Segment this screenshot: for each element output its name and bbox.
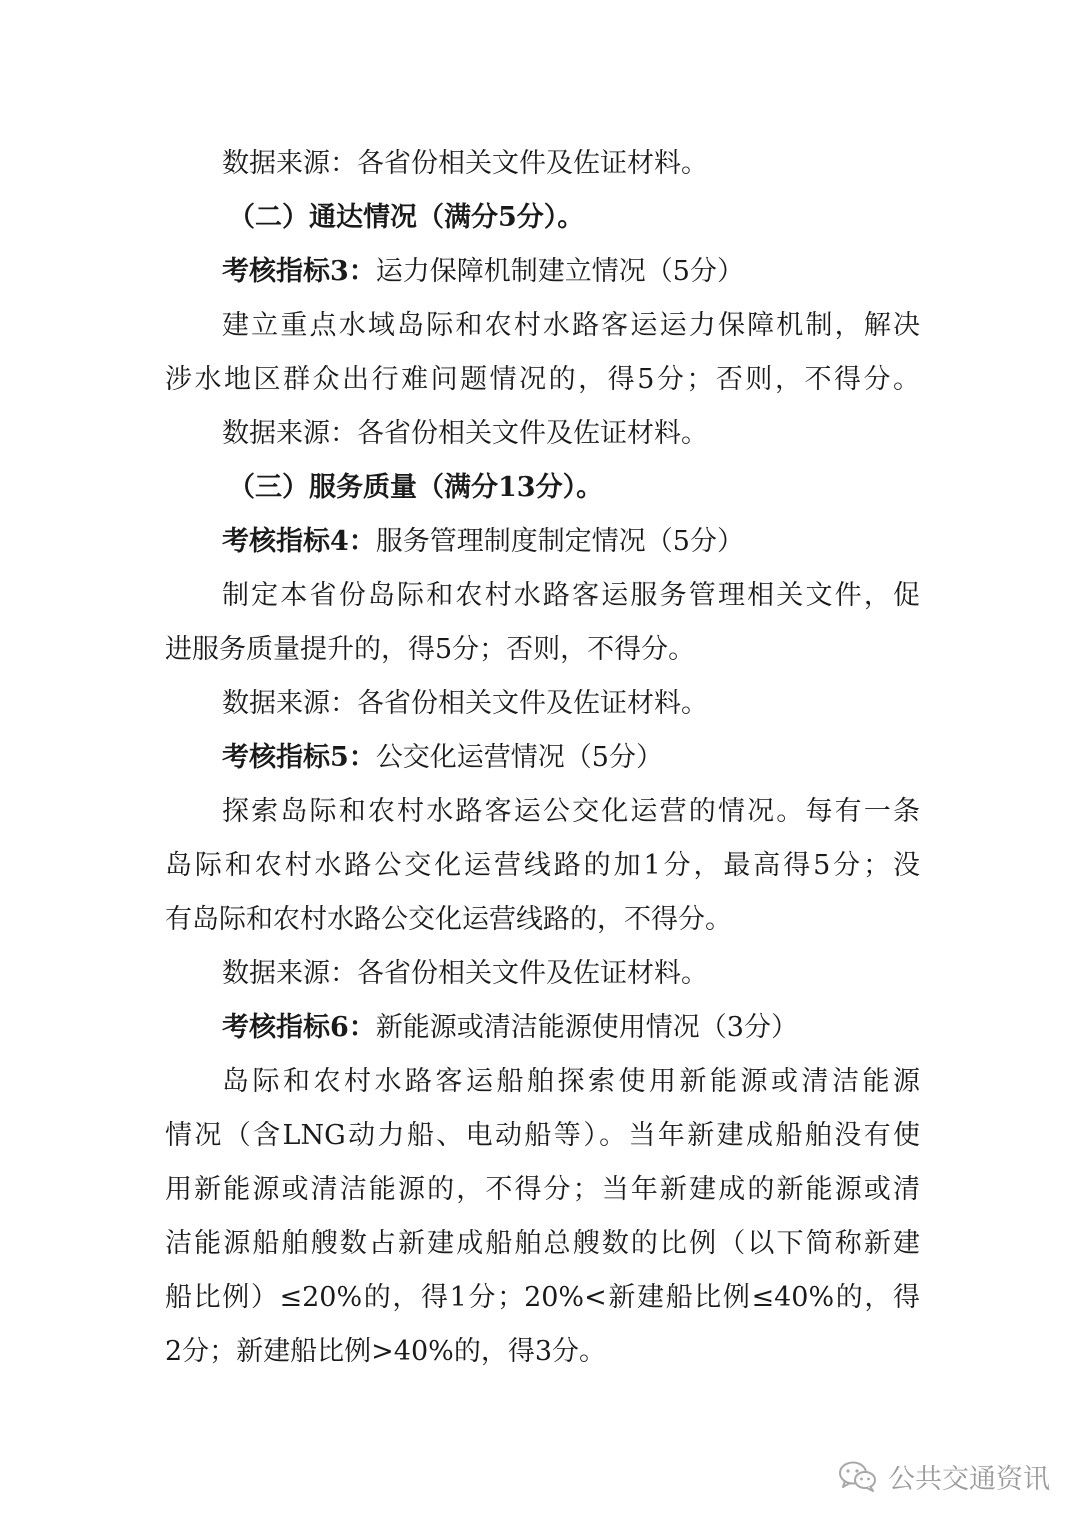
data-source-line: 数据来源：各省份相关文件及佐证材料。 — [222, 148, 708, 179]
paragraph-line: 涉水地区群众出行难问题情况的，得5分；否则，不得分。 — [165, 364, 920, 395]
data-source-line: 数据来源：各省份相关文件及佐证材料。 — [222, 958, 708, 989]
paragraph-line: 情况（含LNG动力船、电动船等）。当年新建成船舶没有使 — [165, 1120, 920, 1151]
paragraph-line: 岛际和农村水路客运船舶探索使用新能源或清洁能源 — [222, 1066, 920, 1097]
section-heading-3: （三）服务质量（满分13分）。 — [228, 472, 604, 503]
paragraph-line: 有岛际和农村水路公交化运营线路的，不得分。 — [165, 904, 732, 935]
paragraph-line: 2分；新建船比例>40%的，得3分。 — [165, 1336, 606, 1367]
paragraph-line: 探索岛际和农村水路客运公交化运营的情况。每有一条 — [222, 796, 920, 827]
data-source-line: 数据来源：各省份相关文件及佐证材料。 — [222, 688, 708, 719]
section-heading-2: （二）通达情况（满分5分）。 — [228, 202, 585, 233]
indicator-6-title: 新能源或清洁能源使用情况（3分） — [375, 1012, 798, 1043]
paragraph-line: 用新能源或清洁能源的，不得分；当年新建成的新能源或清 — [165, 1174, 920, 1205]
paragraph-line: 制定本省份岛际和农村水路客运服务管理相关文件，促 — [222, 580, 920, 611]
indicator-5-label: 考核指标5： — [222, 742, 376, 773]
indicator-4-title: 服务管理制度制定情况（5分） — [375, 526, 744, 557]
indicator-3-title: 运力保障机制建立情况（5分） — [375, 256, 744, 287]
indicator-5-line — [222, 740, 920, 776]
paragraph-line: 岛际和农村水路公交化运营线路的加1分，最高得5分；没 — [165, 850, 920, 881]
indicator-3-line — [222, 254, 920, 290]
data-source-line: 数据来源：各省份相关文件及佐证材料。 — [222, 418, 708, 449]
indicator-4-line — [222, 524, 920, 560]
watermark-text: 公共交通资讯 — [888, 1463, 1050, 1495]
watermark — [838, 1456, 1050, 1496]
indicator-6-label: 考核指标6： — [222, 1012, 376, 1043]
indicator-5-title: 公交化运营情况（5分） — [375, 742, 663, 773]
indicator-4-label: 考核指标4： — [222, 526, 376, 557]
wechat-icon — [838, 1460, 878, 1492]
paragraph-line: 进服务质量提升的，得5分；否则，不得分。 — [165, 634, 696, 665]
indicator-3-label: 考核指标3： — [222, 256, 376, 287]
paragraph-line: 船比例）≤20%的，得1分；20%<新建船比例≤40%的，得 — [165, 1282, 920, 1313]
indicator-6-line — [222, 1010, 920, 1046]
paragraph-line: 建立重点水域岛际和农村水路客运运力保障机制，解决 — [222, 310, 920, 341]
paragraph-line: 洁能源船舶艘数占新建成船舶总艘数的比例（以下简称新建 — [165, 1228, 920, 1259]
